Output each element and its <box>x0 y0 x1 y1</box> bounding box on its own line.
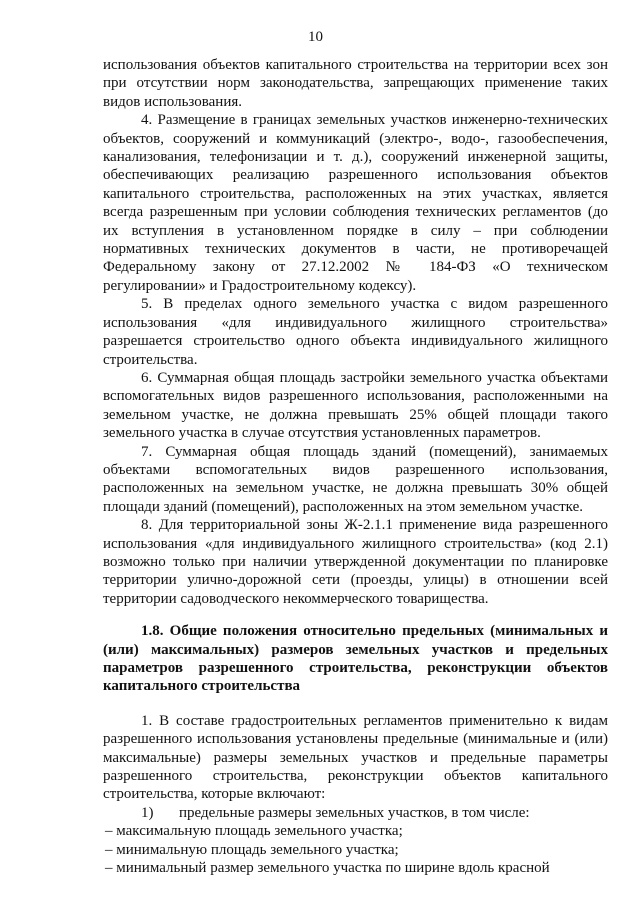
list-item-1 <box>103 804 608 822</box>
paragraph-6: 6. Суммарная общая площадь застройки земельного участка объектами вспомогательных видов разрешенного использования, расположенными на земельном участке, не должна превышать 25% общей площади такого земельного участка в случае отсутствия установленных параметров. <box>103 369 608 442</box>
list-item-text: предельные размеры земельных участков, в том числе: <box>179 804 530 821</box>
dash-item-max-area: – максимальную площадь земельного участка; <box>105 823 403 840</box>
page-number: 10 <box>308 29 323 45</box>
list-item-number: 1) <box>141 804 154 821</box>
dash-item-min-area: – минимальную площадь земельного участка; <box>105 841 399 858</box>
paragraph-8: 8. Для территориальной зоны Ж-2.1.1 применение вида разрешенного использования «для индивидуального жилищного строительства» (код 2.1) возможно только при наличии утвержденной документации по планировке территории улично-дорожной сети (проезды, улицы) в отношении всей территории садоводческого некоммерческого товарищества. <box>103 517 608 607</box>
section-heading: 1.8. Общие положения относительно предельных (минимальных и (или) максимальных) размеров земельных участков и предельных параметров разрешенного строительства, реконструкции объектов капитального строительства <box>103 623 608 695</box>
paragraph-4: 4. Размещение в границах земельных участков инженерно-технических объектов, сооружений и коммуникаций (электро-, водо-, газообеспечения, канализования, телефонизации и т. д.), сооружений инженерной защиты, обеспечивающих реализацию разрешенного использования объектов капитального строительства, расположенных на этих участках, является всегда разрешенным при условии соблюдения технических регламентов (до их вступления в установленном порядке в силу – при соблюдении нормативных технических документов в части, не противоречащей Федеральному закону от 27.12.2002 № 184-ФЗ «О техническом регулировании» и Градостроительному кодексу). <box>103 112 608 294</box>
dash-item-min-width: – минимальный размер земельного участка по ширине вдоль красной <box>105 860 550 877</box>
section-paragraph-1: 1. В составе градостроительных регламентов применительно к видам разрешенного использования установлены предельные (минимальные и (или) максимальные) размеры земельных участков и предельные параметры разрешенного строительства, реконструкции объектов капитального строительства, которые включают: <box>103 712 608 803</box>
paragraph-7: 7. Суммарная общая площадь зданий (помещений), занимаемых объектами вспомогательных видов разрешенного использования, расположенных на земельном участке, не должна превышать 30% общей площади зданий (помещений), расположенных на этом земельном участке. <box>103 443 608 515</box>
document-body <box>103 56 608 877</box>
continuation-paragraph: использования объектов капитального строительства на территории всех зон при отсутствии норм законодательства, запрещающих применение таких видов использования. <box>103 57 608 110</box>
paragraph-5: 5. В пределах одного земельного участка с видом разрешенного использования «для индивидуального жилищного строительства» разрешается строительство одного объекта индивидуального жилищного строительства. <box>103 296 608 368</box>
